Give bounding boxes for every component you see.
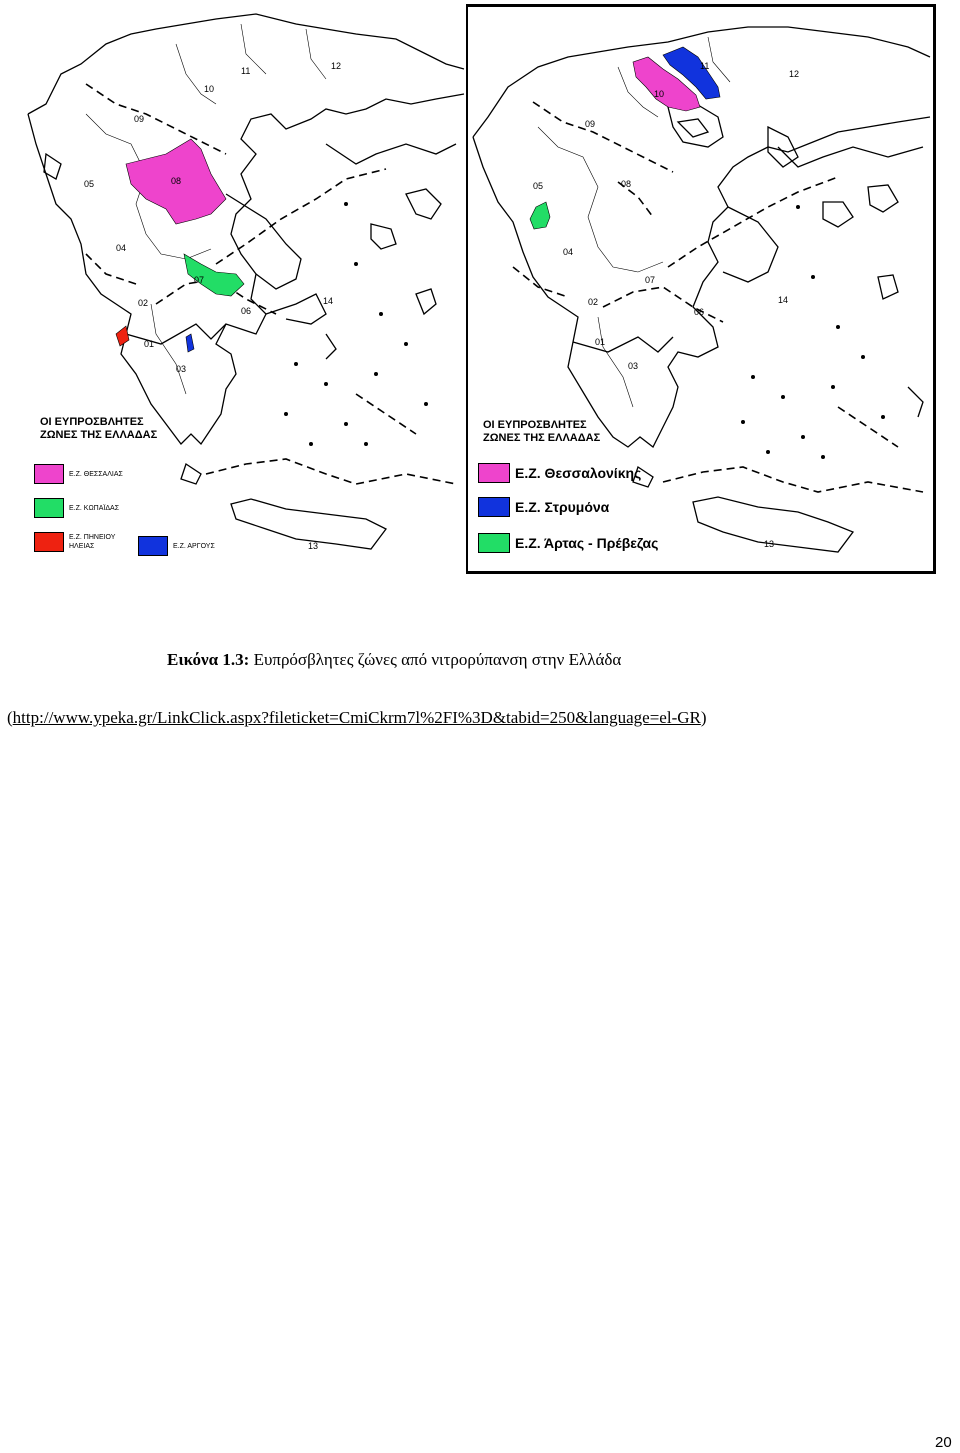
legend-item-pineios-ileias: Ε.Ζ. ΠΗΝΕΙΟΥ ΗΛΕΙΑΣ: [34, 532, 115, 552]
legend-swatch: [34, 498, 64, 518]
legend-swatch: [34, 532, 64, 552]
zone-number: 05: [84, 179, 95, 189]
caption-text: Ευπρόσβλητες ζώνες από νιτρορύπανση στην Ελλάδα: [249, 650, 622, 669]
zone-number: 04: [563, 247, 574, 257]
zone-number: 02: [588, 297, 599, 307]
source-reference: (http://www.ypeka.gr/LinkClick.aspx?fileticket=CmiCkrm7l%2FI%3D&tabid=250&language=el-GR): [7, 708, 707, 727]
legend-swatch: [478, 497, 510, 517]
legend-item-thessaloniki: Ε.Ζ. Θεσσαλονίκης: [478, 463, 641, 483]
zone-number: 08: [621, 179, 632, 189]
source-link[interactable]: http://www.ypeka.gr/LinkClick.aspx?fileticket=CmiCkrm7l%2FI%3D&tabid=250&language=el-GR: [12, 708, 701, 727]
greece-map-left: [26, 4, 466, 574]
legend-item-arta-preveza: Ε.Ζ. Άρτας - Πρέβεζας: [478, 533, 658, 553]
greece-map-right: [468, 7, 933, 574]
legend-title-left: ΟΙ ΕΥΠΡΟΣΒΛΗΤΕΣ ΖΩΝΕΣ ΤΗΣ ΕΛΛΑΔΑΣ: [40, 416, 158, 441]
zone-number: 07: [194, 275, 205, 285]
zone-number: 12: [331, 61, 342, 71]
zone-number: 04: [116, 243, 127, 253]
zone-number: 08: [171, 176, 182, 186]
zone-number: 13: [764, 539, 775, 549]
legend-item-thessalia: Ε.Ζ. ΘΕΣΣΑΛΙΑΣ: [34, 464, 123, 484]
legend-title-right: ΟΙ ΕΥΠΡΟΣΒΛΗΤΕΣ ΖΩΝΕΣ ΤΗΣ ΕΛΛΑΔΑΣ: [483, 419, 601, 444]
map-panel-left: [26, 4, 469, 574]
zone-number: 14: [778, 295, 789, 305]
zone-number: 10: [204, 84, 215, 94]
zone-number: 10: [654, 89, 665, 99]
zone-number: 14: [323, 296, 334, 306]
zone-number: 12: [789, 69, 800, 79]
zone-number: 01: [144, 339, 155, 349]
zone-number: 03: [176, 364, 187, 374]
zone-number: 01: [595, 337, 606, 347]
figure-caption: [167, 650, 621, 670]
legend-item-argous: Ε.Ζ. ΑΡΓΟΥΣ: [138, 536, 215, 556]
zone-number: 06: [694, 307, 705, 317]
zone-number: 09: [134, 114, 145, 124]
zone-number: 05: [533, 181, 544, 191]
legend-swatch: [478, 533, 510, 553]
zone-number: 06: [241, 306, 252, 316]
zone-number: 11: [700, 61, 710, 71]
legend-item-strymona: Ε.Ζ. Στρυμόνα: [478, 497, 609, 517]
zone-number: 07: [645, 275, 656, 285]
figure-maps: [26, 4, 936, 574]
legend-swatch: [138, 536, 168, 556]
caption-prefix: Εικόνα 1.3:: [167, 650, 250, 669]
legend-swatch: [34, 464, 64, 484]
zone-number: 02: [138, 298, 149, 308]
legend-swatch: [478, 463, 510, 483]
zone-number: 03: [628, 361, 639, 371]
zone-number: 09: [585, 119, 596, 129]
legend-item-kopaida: Ε.Ζ. ΚΩΠΑΪΔΑΣ: [34, 498, 119, 518]
zone-number: 13: [308, 541, 319, 551]
page-number: 20: [935, 1434, 952, 1451]
map-panel-right: [468, 4, 936, 574]
zone-number: 11: [241, 66, 251, 76]
